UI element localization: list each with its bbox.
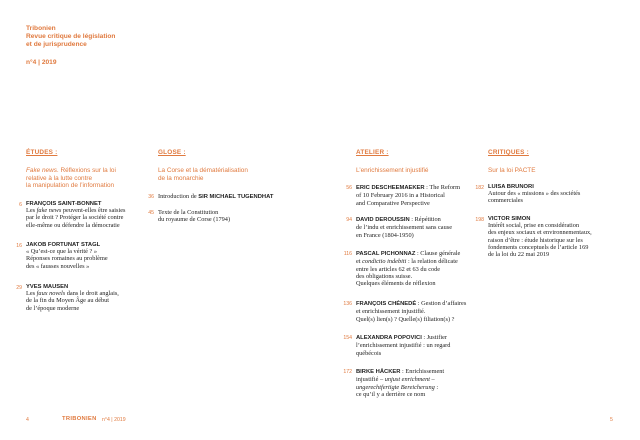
subtitle-text: la manipulation de l’information [26, 182, 115, 190]
author-name: PASCAL PICHONNAZ [356, 251, 416, 257]
article-title: Autour des « missions » des sociétés commerciales [488, 190, 581, 205]
page-number: 56 [346, 185, 352, 191]
masthead-subtitle-1: Revue critique de législation [26, 33, 116, 40]
page-number: 154 [343, 335, 352, 341]
subtitle-italic: Fake news [26, 167, 57, 174]
author-name: JAKOB FORTUNAT STAGL [26, 242, 101, 248]
author-name: SIR MICHAEL TUGENDHAT [198, 194, 274, 200]
section-heading-critiques: CRITIQUES : [488, 149, 529, 156]
article-title: PASCAL PICHONNAZ : Clause générale et condictio indebiti : la relation délicate entre les articles 62 et 63 du code des obligations suisse. Quelques éléments de réflexion [356, 250, 461, 288]
page-number: 36 [148, 194, 154, 200]
page-number: 29 [16, 285, 22, 291]
author-name: VICTOR SIMON [488, 216, 531, 222]
author-name: DAVID DEROUSSIN [356, 217, 410, 223]
section-subtitle-atelier: L’enrichissement injustifié [356, 167, 429, 174]
issue-number: n°4 | 2019 [26, 59, 57, 66]
page-number: 16 [16, 243, 22, 249]
page-number: 94 [346, 217, 352, 223]
left-page-number: 4 [26, 417, 29, 423]
author-name: FRANÇOIS CHÉNEDÉ [356, 301, 417, 307]
article-title: FRANÇOIS CHÉNEDÉ : Gestion d’affaires et enrichissement injustifié. Quel(s) lien(s) ? Quelle(s) filiation(s) ? [356, 300, 467, 323]
author-name: YVES MAUSEN [26, 284, 69, 290]
article-title: Intérêt social, prise en considération des enjeux sociaux et environnementaux, raison d’être : étude historique sur les fondements conceptuels de l’article 169 de la loi du 22 mai 2019 [488, 222, 592, 259]
article-title: ALEXANDRA POPOVICI : Justifier l’enrichissement injustifié : un regard québécois [356, 334, 451, 357]
page-number: 198 [475, 217, 484, 223]
masthead [26, 25, 115, 49]
masthead-title: Tribonien [26, 25, 56, 32]
article-title: DAVID DEROUSSIN : Répétition de l’indu et enrichissement sans cause en France (1804-1950) [356, 216, 452, 239]
section-subtitle-critiques: Sur la loi PACTE [488, 167, 536, 174]
author-name: ERIC DESCHEEMAEKER [356, 185, 425, 191]
article-title: Introduction de SIR MICHAEL TUGENDHAT [158, 193, 274, 200]
author-name: LUISA BRUNORI [488, 184, 534, 190]
masthead-subtitle-2: et de jurisprudence [26, 41, 87, 48]
article-title: « Qu’est-ce que la vérité ? » Réponses romaines au problème des « fausses nouvelles » [26, 248, 108, 270]
article-title: Texte de la Constitution du royaume de Corse (1794) [158, 209, 231, 224]
subtitle-text: relative à la lutte contre [26, 174, 93, 182]
page-number: 45 [148, 210, 154, 216]
article-title: Les fake news peuvent-elles être saisies par le droit ? Protéger la société contre elle-même ou défendre la démocratie [26, 207, 126, 229]
tribonien-logo: TRIBONIEN [62, 416, 97, 422]
page-number: 172 [343, 369, 352, 375]
footer-issue: n°4 | 2019 [102, 417, 126, 423]
author-name: ALEXANDRA POPOVICI [356, 335, 422, 341]
subtitle-text: . Réflexions sur la loi [56, 167, 116, 174]
article-title: BIRKE HÄCKER : Enrichissement injustifié – unjust enrichment – ungerechtfertigte Bereicherung : ce qu’il y a derrière ce nom [356, 368, 445, 398]
page-number: 116 [343, 251, 352, 257]
section-subtitle-etudes [26, 167, 116, 190]
author-name: BIRKE HÄCKER [356, 369, 401, 375]
right-page-number: 5 [610, 417, 613, 423]
section-heading-atelier: ATELIER : [356, 149, 389, 156]
article-title: ERIC DESCHEEMAEKER : The Reform of 10 February 2016 in a Historical and Comparative Perspective [356, 184, 460, 207]
section-heading-glose: GLOSE : [158, 149, 186, 156]
article-title: Les faux novels dans le droit anglais, de la fin du Moyen Âge au début de l’époque moderne [26, 290, 119, 312]
page-number: 6 [19, 202, 22, 208]
section-subtitle-glose: La Corse et la dématérialisation de la monarchie [158, 167, 248, 182]
author-name: FRANÇOIS SAINT-BONNET [26, 201, 102, 207]
page-number: 136 [343, 301, 352, 307]
section-heading-etudes: ÉTUDES : [26, 149, 58, 156]
page-number: 182 [475, 185, 484, 191]
